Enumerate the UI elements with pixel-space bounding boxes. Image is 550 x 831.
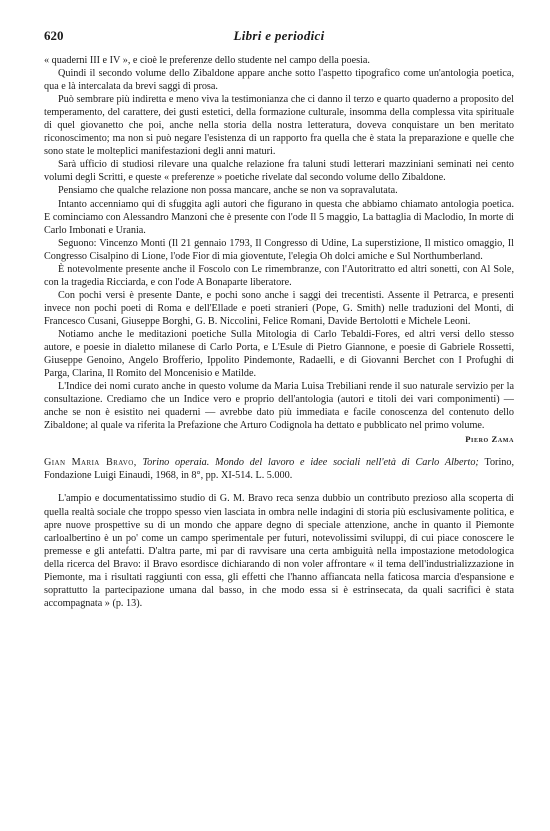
paragraph: Notiamo anche le meditazioni poetiche Sulla Mitologia di Carlo Tebaldi-Fores, ed altri versi dello stesso autore, e poesie in dialetto milanese di Carlo Porta, e L'Esule di Pietro Giannone, e poesie di Gabriele Rossetti, Giuseppe Genoino, Angelo Brofferio, Ippolito Pindemonte, Radaelli, e di Giovanni Berchet con I Profughi di Parga, Clarina, Il Romito del Moncenisio e Matilde. [44,328,514,380]
paragraph: « quaderni III e IV », e cioè le preferenze dello studente nel campo della poesia. [44,55,370,66]
paragraph: È notevolmente presente anche il Foscolo con Le rimembranze, con l'Autoritratto ed altri sonetti, con Al Sole, con la tragedia Ricciarda, e con l'ode A Bonaparte liberatore. [44,263,514,288]
review-title: Torino operaia. Mondo del lavoro e idee sociali nell'età di Carlo Alberto; [142,457,479,469]
paragraph: Sarà ufficio di studiosi rilevare una qualche relazione fra taluni studi letterari mazziniani seminati nei cento volumi degli Scritti, e queste « preferenze » poetiche rivelate dal secondo volume dello Zibaldone. [44,159,514,184]
page-number: 620 [44,28,64,43]
paragraph: Seguono: Vincenzo Monti (Il 21 gennaio 1793, Il Congresso di Udine, La superstizione, Il mistico omaggio, Il Congresso Cisalpino di Lione, l'ode Fior di mia gioventute, l'elegia Oh dolci amiche e Sul Northumberland. [44,237,514,262]
article-body [44,54,514,432]
paragraph: Quindi il secondo volume dello Zibaldone appare anche sotto l'aspetto tipografico come un'antologia poetica, qua e là intercalata da brevi saggi di prosa. [44,68,514,93]
review-heading [44,456,514,482]
page [44,28,514,610]
paragraph: Può sembrare più indiretta e meno viva la testimonianza che ci danno il terzo e quarto quaderno a proposito del temperamento, del carattere, dei gusti estetici, della formazione culturale, insomma della complessa vita spirituale di quel giovanetto che poi, anche nella storia della nostra letteratura, doveva conquistare un ben meritato riconoscimento; ma non si può negare l'esistenza di un rapporto fra quella che è stata la preparazione e quelle che sono state le molteplici manifestazioni degli anni maturi. [44,94,514,158]
running-header [44,28,514,44]
running-title: Libri e periodici [233,28,325,43]
review-body [44,492,514,609]
author-signature: Piero Zama [465,434,514,445]
review-author: Gian Maria Bravo, [44,457,137,469]
paragraph: Intanto accenniamo qui di sfuggita agli autori che figurano in questa che abbiamo chiamato antologia poetica. E cominciamo con Alessandro Manzoni che è presente con l'ode Il 5 maggio, La battaglia di Maclodio, In morte di Carlo Imbonati e Urania. [44,198,514,236]
paragraph: Pensiamo che qualche relazione non possa mancare, anche se non va sopravalutata. [58,185,398,197]
paragraph: L'Indice dei nomi curato anche in questo volume da Maria Luisa Trebiliani rende il suo naturale servizio per la consultazione. Crediamo che un Indice vero e proprio dell'antologia (autori e titoli dei vari componimenti) — anche se non è esistito nei quaderni — avrebbe dato più immediata e facile conoscenza del contenuto dello Zibaldone; al quale va riferita la Prefazione che Arturo Codignola ha dettato e pubblicato nel primo volume. [44,381,514,432]
paragraph: Con pochi versi è presente Dante, e pochi sono anche i saggi dei trecentisti. Assente il Petrarca, e presenti invece non pochi poeti di Roma e dell'Ellade e poeti stranieri (Pope, G. Smith) nelle traduzioni del Monti, di Francesco Cusani, Giuseppe Borghi, G. B. Niccolini, Felice Romani, Davide Bertolotti e Michele Leoni. [44,289,514,327]
paragraph: L'ampio e documentatissimo studio di G. M. Bravo reca senza dubbio un contributo prezioso alla scoperta di quella realtà sociale che troppo spesso vien lasciata in ombra nelle indagini di storia più esclusivamente politica, e apre nuove prospettive su di un mondo che appare degno di speciale attenzione, anche in quanto il Piemonte carloalbertino è un po' come un campo sperimentale per futuri, notevolissimi sviluppi, di cui piace conoscere le premesse e gli antefatti. D'altra parte, mi par di ravvisare una certa ambiguità nella impostazione metodologica della ricerca del Bravo: il Bravo esordisce dichiarando di non voler affrontare « il tema dell'industrializzazione in Piemonte, ma i risultati raggiunti con essa, gli effetti che l'hanno affiancata nella faticosa marcia d'espansione e soprattutto la partecipazione umana dal basso, in che modo essa si è estrinsecata, da quali sacrifici è stata accompagnata » (p. 13). [44,493,514,609]
review-details: Torino, Fondazione Luigi Einaudi, 1968, in 8°, pp. XI-514. L. 5.000. [44,457,515,482]
